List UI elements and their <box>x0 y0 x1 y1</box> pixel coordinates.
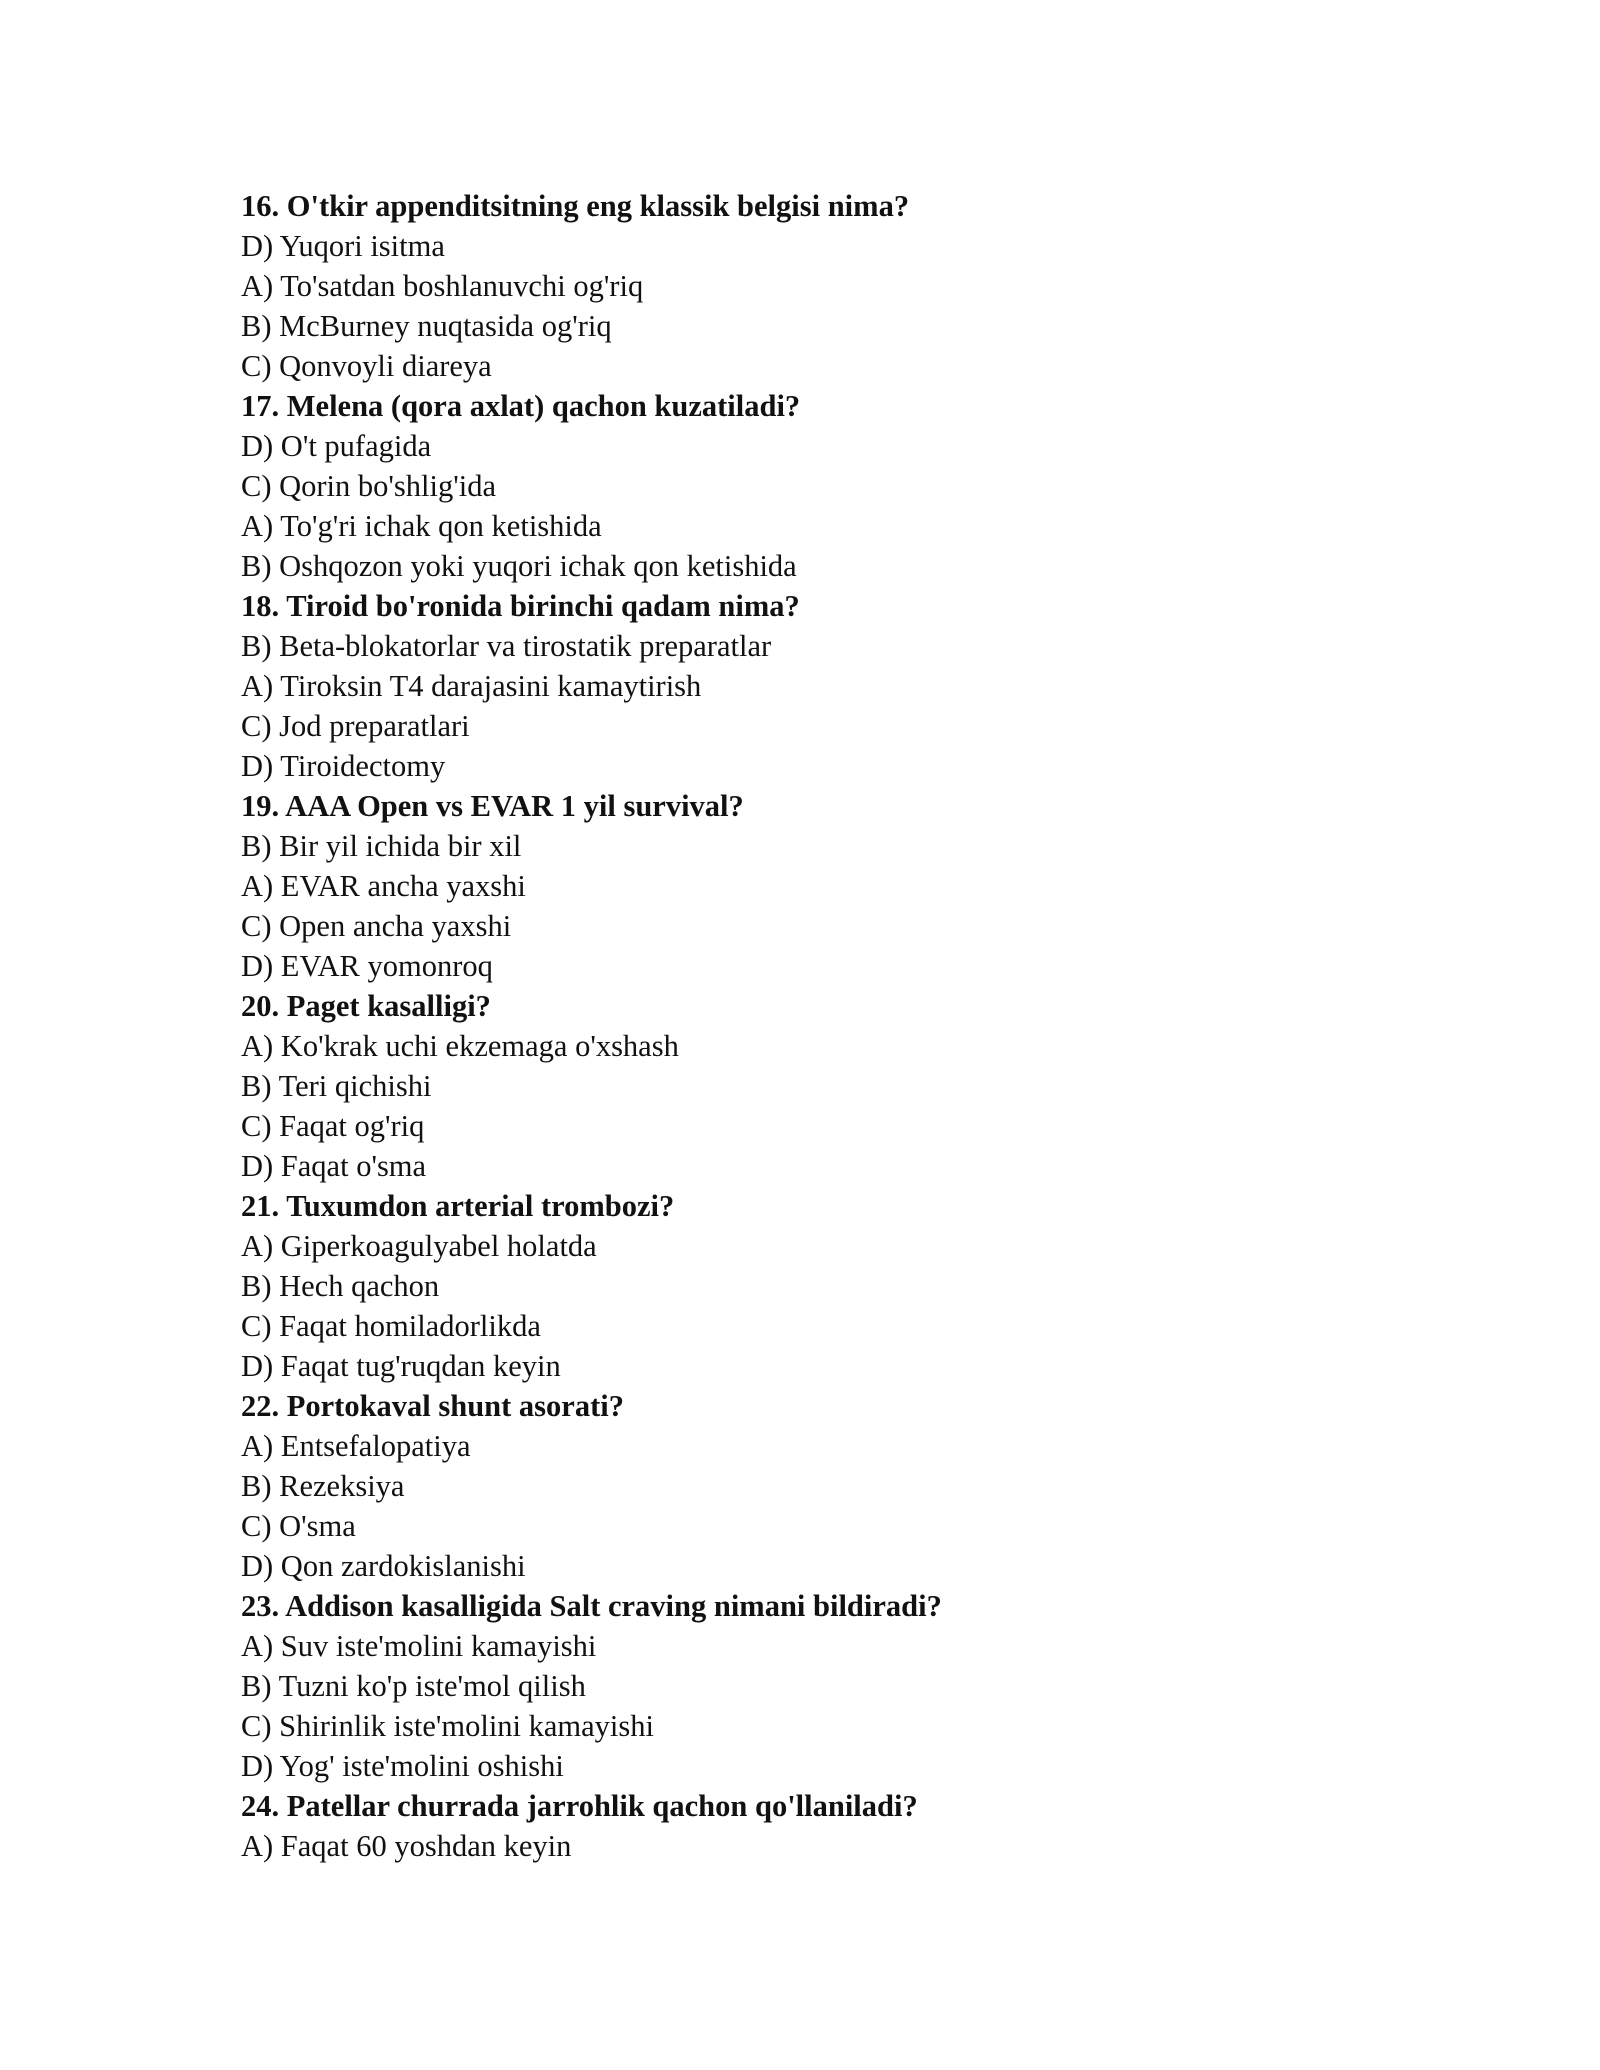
answer-option: C) Faqat og'riq <box>241 1109 425 1143</box>
quiz-list <box>241 186 1441 1866</box>
question-7: 22. Portokaval shunt asorati? <box>241 1389 624 1423</box>
question-1: 16. O'tkir appenditsitning eng klassik belgisi nima? <box>241 189 910 223</box>
answer-option: B) McBurney nuqtasida og'riq <box>241 309 612 343</box>
answer-option: D) Qon zardokislanishi <box>241 1549 526 1583</box>
answer-option: A) Tiroksin T4 darajasini kamaytirish <box>241 669 702 703</box>
answer-option: D) O't pufagida <box>241 429 432 463</box>
answer-option: B) Rezeksiya <box>241 1469 405 1503</box>
question-2: 17. Melena (qora axlat) qachon kuzatiladi? <box>241 389 801 423</box>
answer-option: C) O'sma <box>241 1509 356 1543</box>
answer-option: A) Faqat 60 yoshdan keyin <box>241 1829 572 1863</box>
answer-option: D) Yuqori isitma <box>241 229 445 263</box>
answer-option: A) To'g'ri ichak qon ketishida <box>241 509 602 543</box>
answer-option: A) To'satdan boshlanuvchi og'riq <box>241 269 644 303</box>
question-5: 20. Paget kasalligi? <box>241 989 491 1023</box>
answer-option: D) Tiroidectomy <box>241 749 446 783</box>
answer-option: B) Hech qachon <box>241 1269 440 1303</box>
question-9: 24. Patellar churrada jarrohlik qachon qo'llaniladi? <box>241 1789 918 1823</box>
answer-option: A) Entsefalopatiya <box>241 1429 471 1463</box>
question-6: 21. Tuxumdon arterial trombozi? <box>241 1189 675 1223</box>
answer-option: D) EVAR yomonroq <box>241 949 493 983</box>
answer-option: C) Qorin bo'shlig'ida <box>241 469 496 503</box>
answer-option: C) Qonvoyli diareya <box>241 349 492 383</box>
answer-option: C) Jod preparatlari <box>241 709 470 743</box>
question-8: 23. Addison kasalligida Salt craving nimani bildiradi? <box>241 1589 942 1623</box>
question-4: 19. AAA Open vs EVAR 1 yil survival? <box>241 789 744 823</box>
answer-option: B) Bir yil ichida bir xil <box>241 829 522 863</box>
answer-option: D) Yog' iste'molini oshishi <box>241 1749 564 1783</box>
answer-option: B) Oshqozon yoki yuqori ichak qon ketishida <box>241 549 797 583</box>
answer-option: B) Teri qichishi <box>241 1069 432 1103</box>
answer-option: A) EVAR ancha yaxshi <box>241 869 526 903</box>
answer-option: C) Shirinlik iste'molini kamayishi <box>241 1709 655 1743</box>
answer-option: D) Faqat o'sma <box>241 1149 427 1183</box>
answer-option: C) Faqat homiladorlikda <box>241 1309 541 1343</box>
answer-option: A) Ko'krak uchi ekzemaga o'xshash <box>241 1029 679 1063</box>
answer-option: D) Faqat tug'ruqdan keyin <box>241 1349 561 1383</box>
answer-option: B) Beta-blokatorlar va tirostatik preparatlar <box>241 629 772 663</box>
answer-option: A) Giperkoagulyabel holatda <box>241 1229 597 1263</box>
answer-option: C) Open ancha yaxshi <box>241 909 512 943</box>
question-3: 18. Tiroid bo'ronida birinchi qadam nima? <box>241 589 800 623</box>
answer-option: A) Suv iste'molini kamayishi <box>241 1629 597 1663</box>
answer-option: B) Tuzni ko'p iste'mol qilish <box>241 1669 586 1703</box>
